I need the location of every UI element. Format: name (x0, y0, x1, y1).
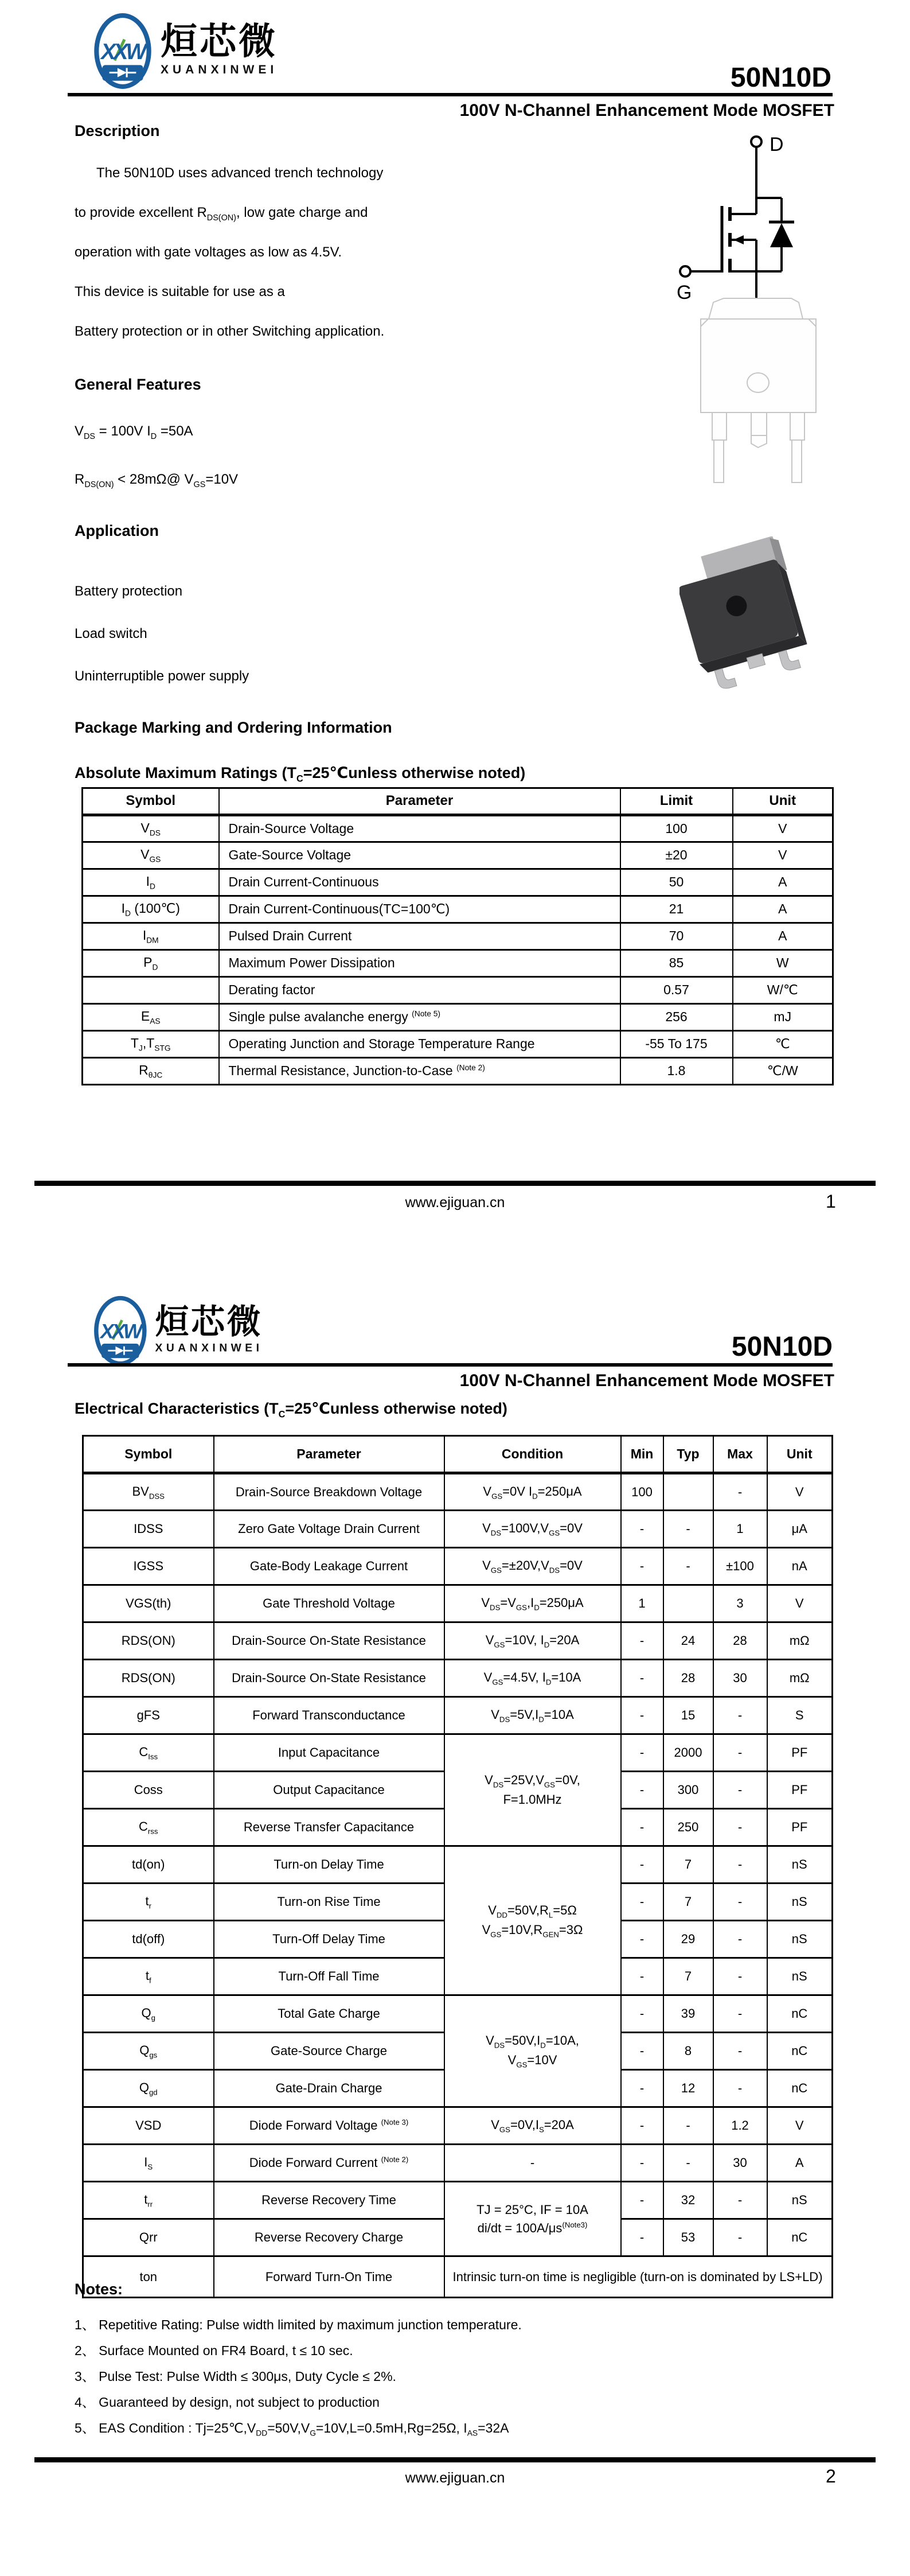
table-row (83, 2182, 833, 2219)
cell-max: 28 (713, 1622, 767, 1660)
cell-typ: - (663, 1511, 713, 1548)
cell-unit: V (767, 2107, 833, 2145)
cell-min: - (621, 1809, 663, 1846)
column-header: Parameter (214, 1436, 444, 1473)
cell-symbol: $t_{rr}$ (83, 2182, 214, 2219)
cell-parameter: Output Capacitance (214, 1772, 444, 1809)
cell-unit: A (733, 923, 833, 950)
cell-typ: - (663, 1548, 713, 1585)
cell-limit: 85 (620, 950, 733, 977)
cell-unit: W (733, 950, 833, 977)
package-outline-drawing (688, 290, 820, 491)
cell-symbol: $BV_{DSS}$ (83, 1473, 214, 1511)
table-row (83, 1585, 833, 1622)
cell-condition: $V_{DS}=5V,I_D=10A$ (444, 1697, 621, 1734)
column-header: Typ (663, 1436, 713, 1473)
cell-parameter: Drain Current-Continuous(TC=100℃) (219, 896, 620, 923)
column-header: Parameter (219, 788, 620, 815)
package-marking-heading: Package Marking and Ordering Information (75, 719, 392, 736)
cell-limit: 21 (620, 896, 733, 923)
footer-rule-page2 (34, 2457, 876, 2462)
cell-max: - (713, 1846, 767, 1884)
cell-symbol: RDS(ON) (83, 1622, 214, 1660)
column-header: Limit (620, 788, 733, 815)
cell-symbol: IDSS (83, 1511, 214, 1548)
application-section (75, 522, 636, 711)
cell-limit: ±20 (620, 842, 733, 869)
table-row (83, 1734, 833, 1772)
note-line: 2、 Surface Mounted on FR4 Board, t ≤ 10 sec. (75, 2343, 353, 2358)
column-header: Max (713, 1436, 767, 1473)
column-header: Symbol (83, 1436, 214, 1473)
cell-min: - (621, 1958, 663, 1995)
cell-condition: $V_{DS}=50V,I_D=10A$, $V_{GS}=10V$ (444, 1995, 621, 2107)
cell-limit: 256 (620, 1004, 733, 1031)
cell-condition: TJ = 25°C, IF = 10A $di/dt = 100A/\mu s^{(Note3)}$ (444, 2182, 621, 2256)
body-diode-icon (770, 223, 793, 247)
cell-typ: 2000 (663, 1734, 713, 1772)
cell-min: - (621, 1772, 663, 1809)
cell-symbol: RDS(ON) (83, 1660, 214, 1697)
cell-parameter: Diode Forward Voltage $^{(Note 3)}$ (214, 2107, 444, 2145)
brand-name-cn: 烜芯微 (155, 1302, 263, 1341)
table-row (83, 2145, 833, 2182)
cell-parameter: Turn-on Rise Time (214, 1884, 444, 1921)
cell-symbol: $I_{DM}$ (83, 923, 219, 950)
cell-parameter: Operating Junction and Storage Temperature Range (219, 1031, 620, 1058)
cell-unit: A (767, 2145, 833, 2182)
cell-typ: 39 (663, 1995, 713, 2033)
cell-condition: - (444, 2145, 621, 2182)
cell-typ: 12 (663, 2070, 713, 2107)
logo-monogram: XXW (101, 40, 144, 65)
notes-heading: Notes: (75, 2281, 123, 2298)
electrical-characteristics-table (82, 1435, 833, 2298)
cell-unit: nS (767, 1884, 833, 1921)
note-line: 1、 Repetitive Rating: Pulse width limited by maximum junction temperature. (75, 2317, 522, 2332)
cell-unit: V (733, 815, 833, 842)
cell-min: - (621, 1846, 663, 1884)
cell-unit: nC (767, 2070, 833, 2107)
cell-max: 1 (713, 1511, 767, 1548)
header-rule-page2 (68, 1363, 833, 1367)
cell-symbol: $Q_{gd}$ (83, 2070, 214, 2107)
cell-min: - (621, 1734, 663, 1772)
cell-typ: 24 (663, 1622, 713, 1660)
drain-label: D (770, 134, 784, 155)
cell-max: - (713, 2219, 767, 2256)
cell-typ: - (663, 2145, 713, 2182)
cell-unit: mJ (733, 1004, 833, 1031)
cell-typ: 32 (663, 2182, 713, 2219)
cell-max: - (713, 1473, 767, 1511)
cell-symbol: $I_S$ (83, 2145, 214, 2182)
column-header: Min (621, 1436, 663, 1473)
cell-parameter: Total Gate Charge (214, 1995, 444, 2033)
cell-min: - (621, 1884, 663, 1921)
company-logo-page2 (93, 1295, 263, 1366)
cell-parameter: Reverse Recovery Time (214, 2182, 444, 2219)
cell-symbol: $C_{rss}$ (83, 1809, 214, 1846)
cell-unit: PF (767, 1809, 833, 1846)
cell-unit: nA (767, 1548, 833, 1585)
column-header: Unit (733, 788, 833, 815)
cell-min: - (621, 2219, 663, 2256)
package-photo (679, 536, 811, 726)
cell-typ: - (663, 2107, 713, 2145)
table-header-row (83, 788, 833, 815)
cell-max: - (713, 1995, 767, 2033)
cell-parameter: Gate-Drain Charge (214, 2070, 444, 2107)
application-item: Load switch (75, 626, 147, 641)
cell-parameter: Drain-Source On-State Resistance (214, 1622, 444, 1660)
cell-min: 100 (621, 1473, 663, 1511)
cell-min: - (621, 2145, 663, 2182)
cell-min: 1 (621, 1585, 663, 1622)
cell-max: - (713, 1884, 767, 1921)
channel-arrow-icon (733, 235, 744, 244)
cell-condition: $V_{GS}=10V$, $I_D=20A$ (444, 1622, 621, 1660)
cell-min: - (621, 1995, 663, 2033)
cell-unit: nS (767, 2182, 833, 2219)
cell-min: - (621, 2070, 663, 2107)
description-line: to provide excellent $R_{DS(ON)}$, low gate charge and (75, 205, 368, 223)
cell-unit: nS (767, 1846, 833, 1884)
note-line: 5、 EAS Condition : $Tj=25℃,V_{DD}=50V,V_G=10V,L=0.5mH,Rg=25\Omega$, $I_{AS}=32A$ (75, 2421, 509, 2438)
table-row (83, 1995, 833, 2033)
cell-min: - (621, 1622, 663, 1660)
cell-min: - (621, 1697, 663, 1734)
footer-rule-page1 (34, 1181, 876, 1186)
cell-unit: nC (767, 2033, 833, 2070)
cell-condition: $V_{DS}=V_{GS},I_D=250\mu A$ (444, 1585, 621, 1622)
cell-parameter: Zero Gate Voltage Drain Current (214, 1511, 444, 1548)
cell-limit: -55 To 175 (620, 1031, 733, 1058)
cell-parameter: Gate-Source Voltage (219, 842, 620, 869)
cell-min: - (621, 2033, 663, 2070)
column-header: Unit (767, 1436, 833, 1473)
note-line: 3、 Pulse Test: Pulse Width ≤ 300μs, Duty Cycle ≤ 2%. (75, 2369, 396, 2384)
note-line: 4、 Guaranteed by design, not subject to production (75, 2395, 380, 2410)
cell-parameter: Reverse Transfer Capacitance (214, 1809, 444, 1846)
cell-parameter: Drain-Source Voltage (219, 815, 620, 842)
table-row (83, 950, 833, 977)
table-row (83, 1473, 833, 1511)
cell-symbol: gFS (83, 1697, 214, 1734)
cell-min: - (621, 1511, 663, 1548)
cell-symbol: Qrr (83, 2219, 214, 2256)
cell-max: 1.2 (713, 2107, 767, 2145)
abs-max-heading: Absolute Maximum Ratings ($T_C=25℃unless$ otherwise noted) (75, 764, 526, 784)
cell-symbol: $V_{DS}$ (83, 815, 219, 842)
cell-parameter: Diode Forward Current $^{(Note 2)}$ (214, 2145, 444, 2182)
description-line: operation with gate voltages as low as 4.5V. (75, 244, 342, 260)
table-row (83, 1846, 833, 1884)
table-row (83, 1004, 833, 1031)
cell-symbol: $R_{\theta JC}$ (83, 1058, 219, 1085)
table-row (83, 1511, 833, 1548)
table-row (83, 1031, 833, 1058)
footer-url-page1: www.ejiguan.cn (405, 1194, 505, 1211)
cell-max: - (713, 1734, 767, 1772)
cell-unit: PF (767, 1772, 833, 1809)
notes-list (75, 2314, 820, 2443)
application-items (75, 583, 636, 711)
general-features-heading: General Features (75, 376, 201, 393)
cell-unit: nC (767, 1995, 833, 2033)
cell-symbol: $P_D$ (83, 950, 219, 977)
cell-unit: V (767, 1585, 833, 1622)
cell-symbol (83, 977, 219, 1004)
column-header: Symbol (83, 788, 219, 815)
cell-symbol: td(on) (83, 1846, 214, 1884)
cell-unit: nS (767, 1921, 833, 1958)
cell-condition: $V_{GS}=4.5V$, $I_D=10A$ (444, 1660, 621, 1697)
cell-typ: 15 (663, 1697, 713, 1734)
cell-max: 30 (713, 1660, 767, 1697)
description-line: The 50N10D uses advanced trench technology (96, 165, 384, 181)
cell-condition: $V_{GS}=0V$ $I_D=250\mu A$ (444, 1473, 621, 1511)
part-number: 50N10D (730, 63, 831, 93)
part-number-page2: 50N10D (731, 1332, 833, 1362)
cell-min: - (621, 2107, 663, 2145)
cell-condition: $V_{DS}=100V,V_{GS}=0V$ (444, 1511, 621, 1548)
footer-url-page2: www.ejiguan.cn (405, 2470, 505, 2486)
description-section (75, 122, 636, 363)
cell-unit: ℃/W (733, 1058, 833, 1085)
cell-unit: V (733, 842, 833, 869)
table-row (83, 815, 833, 842)
notes-section (75, 2281, 820, 2443)
table-row (83, 1697, 833, 1734)
cell-typ (663, 1473, 713, 1511)
page-number-page2: 2 (826, 2466, 836, 2486)
cell-max: - (713, 2182, 767, 2219)
cell-parameter: Gate-Source Charge (214, 2033, 444, 2070)
cell-parameter: Drain Current-Continuous (219, 869, 620, 896)
table-row (83, 2107, 833, 2145)
cell-unit: A (733, 869, 833, 896)
feature-line: $R_{DS(ON)}$ < 28mΩ@ $V_{GS}=10V$ (75, 472, 239, 489)
application-item: Battery protection (75, 583, 183, 599)
table-row (83, 1660, 833, 1697)
table-row (83, 869, 833, 896)
absolute-maximum-ratings-table (81, 787, 834, 1085)
cell-limit: 100 (620, 815, 733, 842)
cell-limit: 0.57 (620, 977, 733, 1004)
cell-symbol: $t_r$ (83, 1884, 214, 1921)
table-row (83, 1622, 833, 1660)
cell-limit: 70 (620, 923, 733, 950)
brand-name-en: XUANXINWEI (155, 1341, 263, 1355)
cell-unit: mΩ (767, 1660, 833, 1697)
cell-max: - (713, 1809, 767, 1846)
table-row (83, 977, 833, 1004)
cell-symbol: $I_D$ (83, 869, 219, 896)
cell-typ: 53 (663, 2219, 713, 2256)
cell-max: - (713, 1958, 767, 1995)
cell-max: - (713, 1697, 767, 1734)
cell-max: - (713, 2033, 767, 2070)
cell-parameter: Reverse Recovery Charge (214, 2219, 444, 2256)
cell-symbol: $C_{Iss}$ (83, 1734, 214, 1772)
cell-min: - (621, 1921, 663, 1958)
cell-condition: Intrinsic turn-on time is negligible (turn-on is dominated by LS+LD) (444, 2256, 833, 2298)
table-header-row (83, 1436, 833, 1473)
cell-max: - (713, 2070, 767, 2107)
header-rule (68, 93, 833, 96)
gate-label: G (677, 282, 692, 303)
cell-limit: 1.8 (620, 1058, 733, 1085)
company-logo (93, 13, 278, 90)
application-heading: Application (75, 522, 159, 539)
cell-symbol: $T_J,T_{STG}$ (83, 1031, 219, 1058)
cell-parameter: Gate-Body Leakage Current (214, 1548, 444, 1585)
cell-symbol: VSD (83, 2107, 214, 2145)
cell-symbol: $Q_g$ (83, 1995, 214, 2033)
description-heading: Description (75, 122, 160, 139)
cell-unit: S (767, 1697, 833, 1734)
cell-parameter: Turn-Off Delay Time (214, 1921, 444, 1958)
cell-unit: W/℃ (733, 977, 833, 1004)
feature-lines (75, 423, 636, 520)
cell-parameter: Input Capacitance (214, 1734, 444, 1772)
electrical-characteristics-heading: Electrical Characteristics ($T_C=25℃unless$ otherwise noted) (75, 1400, 507, 1420)
cell-symbol: $V_{GS}$ (83, 842, 219, 869)
description-lines (75, 165, 636, 363)
application-item: Uninterruptible power supply (75, 668, 249, 684)
cell-parameter: Forward Turn-On Time (214, 2256, 444, 2298)
cell-parameter: Derating factor (219, 977, 620, 1004)
xuanxinwei-logo-icon (93, 13, 153, 90)
cell-parameter: Turn-Off Fall Time (214, 1958, 444, 1995)
cell-unit: V (767, 1473, 833, 1511)
cell-typ: 300 (663, 1772, 713, 1809)
cell-limit: 50 (620, 869, 733, 896)
table-row (83, 896, 833, 923)
cell-max: - (713, 1772, 767, 1809)
cell-typ: 250 (663, 1809, 713, 1846)
cell-condition: $V_{DS}=25V,V_{GS}=0V$, F=1.0MHz (444, 1734, 621, 1846)
cell-condition: $V_{DD}=50V,R_L=5\Omega$ $V_{GS}=10V,R_{GEN}=3\Omega$ (444, 1846, 621, 1995)
xuanxinwei-logo-icon (93, 1295, 148, 1366)
cell-unit: mΩ (767, 1622, 833, 1660)
general-features-section (75, 376, 636, 520)
brand-name-cn: 烜芯微 (161, 21, 278, 62)
cell-condition: $V_{GS}=\pm 20V,V_{DS}=0V$ (444, 1548, 621, 1585)
cell-parameter: Drain-Source Breakdown Voltage (214, 1473, 444, 1511)
feature-line: $V_{DS} = 100V$ $I_D =50A$ (75, 423, 193, 441)
cell-symbol: Coss (83, 1772, 214, 1809)
cell-parameter: Drain-Source On-State Resistance (214, 1660, 444, 1697)
cell-typ: 7 (663, 1846, 713, 1884)
description-line: Battery protection or in other Switching application. (75, 324, 385, 339)
cell-typ: 29 (663, 1921, 713, 1958)
cell-parameter: Forward Transconductance (214, 1697, 444, 1734)
cell-max: 3 (713, 1585, 767, 1622)
cell-parameter: Gate Threshold Voltage (214, 1585, 444, 1622)
cell-unit: nS (767, 1958, 833, 1995)
cell-symbol: $t_f$ (83, 1958, 214, 1995)
cell-typ (663, 1585, 713, 1622)
cell-min: - (621, 1548, 663, 1585)
logo-monogram: XXW (100, 1320, 140, 1343)
cell-max: - (713, 1921, 767, 1958)
cell-min: - (621, 2182, 663, 2219)
cell-unit: ℃ (733, 1031, 833, 1058)
doc-subtitle: 100V N-Channel Enhancement Mode MOSFET (459, 101, 834, 120)
cell-typ: 7 (663, 1884, 713, 1921)
brand-name-en: XUANXINWEI (161, 63, 278, 76)
description-line: This device is suitable for use as a (75, 284, 285, 299)
cell-typ: 7 (663, 1958, 713, 1995)
table-row (83, 923, 833, 950)
cell-typ: 28 (663, 1660, 713, 1697)
cell-parameter: Thermal Resistance, Junction-to-Case $^{(Note 2)}$ (219, 1058, 620, 1085)
cell-parameter: Pulsed Drain Current (219, 923, 620, 950)
cell-parameter: Single pulse avalanche energy $^{(Note 5)}$ (219, 1004, 620, 1031)
cell-unit: nC (767, 2219, 833, 2256)
cell-symbol: IGSS (83, 1548, 214, 1585)
table-row (83, 1548, 833, 1585)
column-header: Condition (444, 1436, 621, 1473)
cell-symbol: $Q_{gs}$ (83, 2033, 214, 2070)
cell-symbol: VGS(th) (83, 1585, 214, 1622)
table-row (83, 842, 833, 869)
cell-max: 30 (713, 2145, 767, 2182)
page-number-page1: 1 (826, 1191, 836, 1212)
cell-min: - (621, 1660, 663, 1697)
cell-max: ±100 (713, 1548, 767, 1585)
cell-symbol: $E_{AS}$ (83, 1004, 219, 1031)
cell-parameter: Turn-on Delay Time (214, 1846, 444, 1884)
cell-unit: μA (767, 1511, 833, 1548)
cell-typ: 8 (663, 2033, 713, 2070)
cell-parameter: Maximum Power Dissipation (219, 950, 620, 977)
doc-subtitle-page2: 100V N-Channel Enhancement Mode MOSFET (459, 1371, 834, 1390)
cell-symbol: td(off) (83, 1921, 214, 1958)
cell-unit: A (733, 896, 833, 923)
table-row (83, 1058, 833, 1085)
cell-unit: PF (767, 1734, 833, 1772)
cell-condition: $V_{GS}=0V,I_S=20A$ (444, 2107, 621, 2145)
cell-symbol: ton (83, 2256, 214, 2298)
cell-symbol: $I_D$ (100℃) (83, 896, 219, 923)
